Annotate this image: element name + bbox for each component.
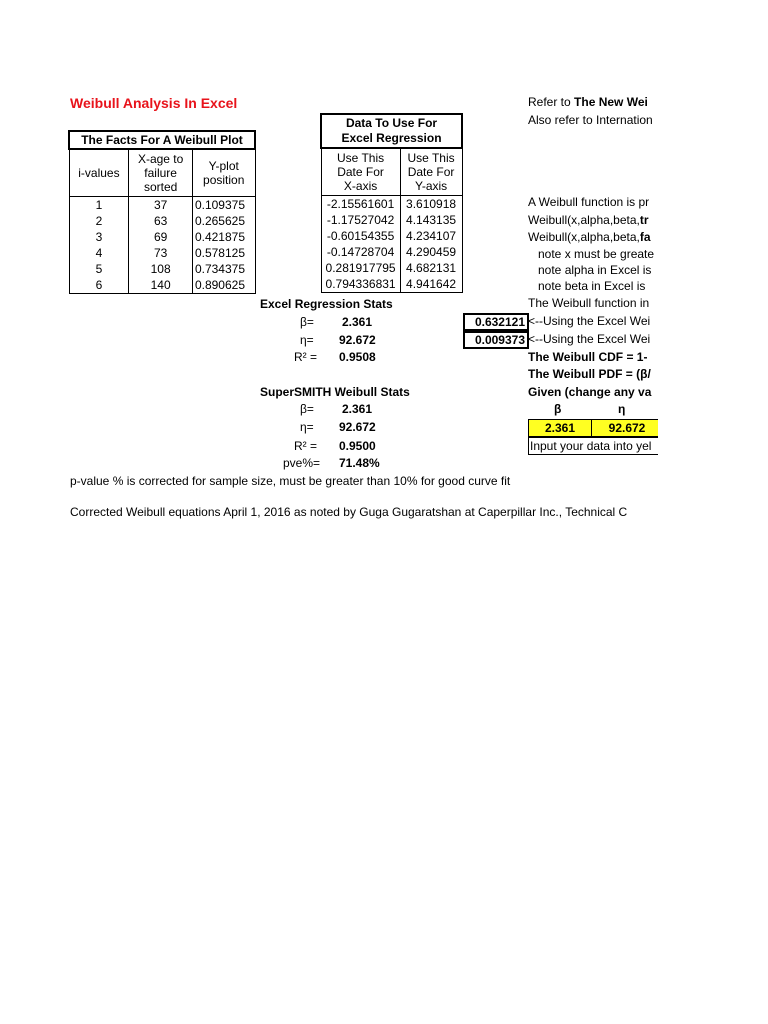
right-line-5: Weibull(x,alpha,beta,fa <box>528 230 651 244</box>
right-line-10: <--Using the Excel Wei <box>528 314 651 328</box>
boxed-value-2: 0.009373 <box>463 331 529 349</box>
right-line-8: note beta in Excel is <box>538 279 646 293</box>
col-y-axis: Use This Date For Y-axis <box>400 148 462 196</box>
cell-y: 0.421875 <box>192 229 255 245</box>
supersmith-eta-label: η= <box>300 420 314 434</box>
cell-x: 140 <box>129 277 193 294</box>
cell-x-axis: -0.14728704 <box>321 244 400 260</box>
boxed-value-1: 0.632121 <box>463 313 529 331</box>
page-title: Weibull Analysis In Excel <box>70 95 238 111</box>
supersmith-r2-value: 0.9500 <box>339 439 376 453</box>
right-line-11: <--Using the Excel Wei <box>528 332 651 346</box>
right-line-2: Also refer to Internation <box>528 113 653 127</box>
cell-x-axis: -1.17527042 <box>321 212 400 228</box>
excel-eta-value: 92.672 <box>339 333 376 347</box>
col-x-axis: Use This Date For X-axis <box>321 148 400 196</box>
col-i-values: i-values <box>69 149 129 197</box>
col-y-plot: Y-plot position <box>192 149 255 197</box>
cell-y-axis: 4.682131 <box>400 260 462 276</box>
regression-table <box>320 113 463 293</box>
facts-table-header: The Facts For A Weibull Plot <box>69 131 255 149</box>
right-line-9: The Weibull function in <box>528 296 650 310</box>
cell-i: 2 <box>69 213 129 229</box>
cell-x-axis: 0.281917795 <box>321 260 400 276</box>
cell-x: 69 <box>129 229 193 245</box>
regression-table-header: Data To Use For Excel Regression <box>321 114 462 148</box>
supersmith-beta-label: β= <box>300 402 314 416</box>
excel-beta-label: β= <box>300 315 314 329</box>
supersmith-eta-value: 92.672 <box>339 420 376 434</box>
cell-x: 63 <box>129 213 193 229</box>
cell-i: 6 <box>69 277 129 294</box>
cell-y: 0.890625 <box>192 277 255 294</box>
cell-x-axis: -0.60154355 <box>321 228 400 244</box>
cell-y: 0.578125 <box>192 245 255 261</box>
cell-x-axis: -2.15561601 <box>321 196 400 213</box>
cell-i: 5 <box>69 261 129 277</box>
cell-y: 0.734375 <box>192 261 255 277</box>
given-eta-header: η <box>618 402 626 416</box>
given-beta-input[interactable]: 2.361 <box>528 419 592 437</box>
footnote-corrected: Corrected Weibull equations April 1, 2016 as noted by Guga Gugaratshan at Caperpillar Inc., Technical C <box>70 505 628 519</box>
cell-y: 0.109375 <box>192 197 255 214</box>
cell-y: 0.265625 <box>192 213 255 229</box>
supersmith-stats-header: SuperSMITH Weibull Stats <box>260 385 410 399</box>
excel-stats-header: Excel Regression Stats <box>260 297 393 311</box>
right-line-6: note x must be greate <box>538 247 655 261</box>
supersmith-pve-value: 71.48% <box>339 456 380 470</box>
right-line-7: note alpha in Excel is <box>538 263 652 277</box>
cell-x: 37 <box>129 197 193 214</box>
cell-x: 73 <box>129 245 193 261</box>
right-column <box>528 95 658 475</box>
given-eta-input[interactable]: 92.672 <box>591 419 658 437</box>
right-line-1: Refer to The New Wei <box>528 95 648 109</box>
supersmith-r2-label: R² = <box>294 439 318 453</box>
right-line-4: Weibull(x,alpha,beta,tr <box>528 213 649 227</box>
excel-eta-label: η= <box>300 333 314 347</box>
excel-r2-value: 0.9508 <box>339 350 376 364</box>
input-note: Input your data into yel <box>528 437 658 455</box>
cell-x: 108 <box>129 261 193 277</box>
right-line-3: A Weibull function is pr <box>528 195 650 209</box>
footnote-pvalue: p-value % is corrected for sample size, must be greater than 10% for good curve fit <box>70 474 511 488</box>
cell-y-axis: 4.234107 <box>400 228 462 244</box>
cell-y-axis: 4.143135 <box>400 212 462 228</box>
given-beta-header: β <box>554 402 562 416</box>
cell-i: 1 <box>69 197 129 214</box>
cell-y-axis: 3.610918 <box>400 196 462 213</box>
right-line-12: The Weibull CDF = 1- <box>528 350 648 364</box>
col-x-age: X-age to failure sorted <box>129 149 193 197</box>
facts-table <box>68 130 256 294</box>
cell-y-axis: 4.941642 <box>400 276 462 293</box>
cell-x-axis: 0.794336831 <box>321 276 400 293</box>
cell-y-axis: 4.290459 <box>400 244 462 260</box>
right-line-13: The Weibull PDF = (β/ <box>528 367 651 381</box>
supersmith-pve-label: pve%= <box>283 456 321 470</box>
cell-i: 3 <box>69 229 129 245</box>
cell-i: 4 <box>69 245 129 261</box>
right-line-14: Given (change any va <box>528 385 652 399</box>
excel-r2-label: R² = <box>294 350 318 364</box>
supersmith-beta-value: 2.361 <box>342 402 373 416</box>
excel-beta-value: 2.361 <box>342 315 373 329</box>
